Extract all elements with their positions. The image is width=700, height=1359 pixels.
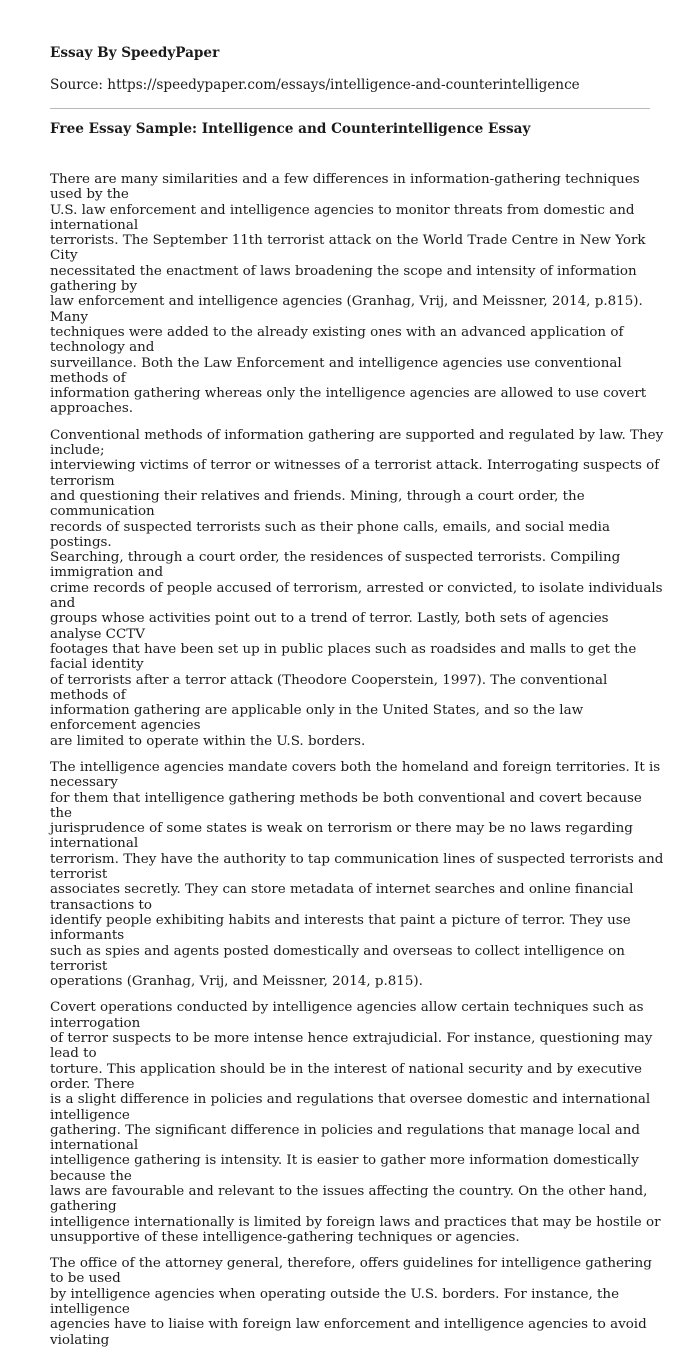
essay-paragraph: The intelligence agencies mandate covers both the homeland and foreign territories. It is necessary for them that intelligence gathering methods be both conventional and covert because the jurisprudence of some states is weak on terrorism or there may be no laws regarding international terrorism. They have the authority to tap communication lines of suspected terrorists and terrorist associates secretly. They can store metadata of internet searches and online financial transactions to identify people exhibiting habits and interests that paint a picture of terror. They use informants such as spies and agents posted domestically and overseas to collect intelligence on terrorist operations (Granhag, Vrij, and Meissner, 2014, p.815).: [50, 759, 664, 990]
essay-title: Free Essay Sample: Intelligence and Counterintelligence Essay: [50, 121, 531, 137]
essay-paragraph: Covert operations conducted by intelligence agencies allow certain techniques such as interrogation of terror suspects to be more intense hence extrajudicial. For instance, questioning may lead to torture. This application should be in the interest of national security and by executive order. There is a slight difference in policies and regulations that oversee domestic and international intelligence gathering. The significant difference in policies and regulations that manage local and international intelligence gathering is intensity. It is easier to gather more information domestically because the laws are favourable and relevant to the issues affecting the country. On the other hand, gathering intelligence internationally is limited by foreign laws and practices that may be hostile or unsupportive of these intelligence-gathering techniques or agencies.: [50, 1000, 661, 1245]
essay-body: [50, 172, 664, 1359]
document-header: [50, 44, 656, 94]
site-title: Essay By SpeedyPaper: [50, 45, 220, 61]
header-divider: [50, 108, 650, 109]
essay-paragraph: Conventional methods of information gathering are supported and regulated by law. They include; interviewing victims of terror or witnesses of a terrorist attack. Interrogating suspects of terrorism and questioning their relatives and friends. Mining, through a court order, the communication records of suspected terrorists such as their phone calls, emails, and social media postings. Searching, through a court order, the residences of suspected terrorists. Compiling immigration and crime records of people accused of terrorism, arrested or convicted, to isolate individuals and groups whose activities point out to a trend of terror. Lastly, both sets of agencies analyse CCTV footages that have been set up in public places such as roadsides and malls to get the facial identity of terrorists after a terror attack (Theodore Cooperstein, 1997). The conventional methods of information gathering are applicable only in the United States, and so the law enforcement agencies are limited to operate within the U.S. borders.: [50, 427, 664, 749]
essay-paragraph: The office of the attorney general, therefore, offers guidelines for intelligence gathering to be used by intelligence agencies when operating outside the U.S. borders. For instance, the intelligence agencies have to liaise with foreign law enforcement and intelligence agencies to avoid violating: [50, 1256, 652, 1348]
essay-paragraph: There are many similarities and a few differences in information-gathering techniques used by the U.S. law enforcement and intelligence agencies to monitor threats from domestic and international terrorists. The September 11th terrorist attack on the World Trade Centre in New York City necessitated the enactment of laws broadening the scope and intensity of information gathering by law enforcement and intelligence agencies (Granhag, Vrij, and Meissner, 2014, p.815). Many techniques were added to the already existing ones with an advanced application of technology and surveillance. Both the Law Enforcement and intelligence agencies use conventional methods of information gathering whereas only the intelligence agencies are allowed to use covert approaches.: [50, 172, 647, 417]
source-line: Source: https://speedypaper.com/essays/intelligence-and-counterintelligence: [50, 77, 580, 93]
